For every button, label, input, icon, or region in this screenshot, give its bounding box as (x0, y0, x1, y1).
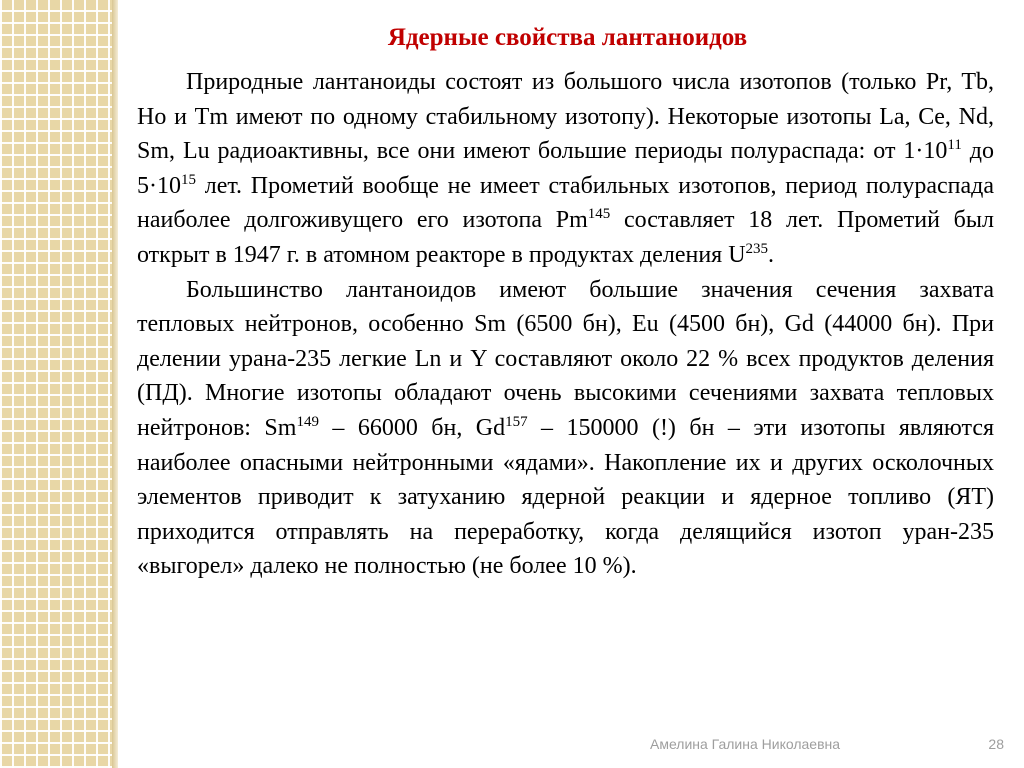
p2-text-2: – 66000 бн, Gd (318, 414, 506, 441)
p1-sup-3: 145 (587, 206, 611, 223)
p1-text-2: до 5·10 (137, 138, 994, 199)
p1-sup-1: 11 (947, 137, 962, 154)
p2-sup-1: 149 (296, 413, 319, 430)
paragraph-1 (137, 65, 994, 273)
p1-sup-2: 15 (181, 171, 196, 188)
p2-text-1: Большинство лантаноидов имеют большие значения сечения захвата тепловых нейтронов, особенно Sm (6500 бн), Eu (4500 бн), Gd (44000 бн). При делении урана-235 легкие Ln и Y составляют около 22 % всех продуктов деления (ПД). Многие изотопы обладают очень высокими сечениями захвата тепловых нейтронов: Sm (137, 276, 994, 441)
slide-title: Ядерные свойства лантаноидов (387, 24, 748, 51)
side-strip-edge (112, 0, 118, 768)
slide-body (137, 65, 994, 584)
paragraph-2 (137, 273, 994, 584)
p2-text-3: – 150000 (!) бн – эти изотопы являются наиболее опасными нейтронными «ядами». Накопление их и других осколочных элементов приводит к затуханию ядерной реакции и ядерное топливо (ЯТ) приходится отправлять на переработку, когда делящийся изотоп уран-235 «выгорел» далеко не полностью (не более 10 %). (137, 414, 995, 580)
p1-sup-4: 235 (745, 240, 769, 257)
p1-text-4: составляет 18 лет. Прометий был открыт в 1947 г. в атомном реакторе в продуктах деления U (137, 207, 994, 268)
page-number: 28 (988, 736, 1004, 752)
p1-text-3: лет. Прометий вообще не имеет стабильных изотопов, период полураспада наиболее долгоживущего его изотопа Pm (137, 172, 994, 234)
footer-author: Амелина Галина Николаевна (650, 736, 841, 752)
p2-sup-2: 157 (505, 413, 528, 430)
p1-text-1: Природные лантаноиды состоят из большого числа изотопов (только Pr, Tb, Ho и Tm имеют по одному стабильному изотопу). Некоторые изотопы La, Ce, Nd, Sm, Lu радиоактивны, все они имеют большие периоды полураспада: от 1·10 (137, 69, 995, 165)
p1-text-5: . (768, 241, 775, 268)
decorative-side-strip (0, 0, 112, 768)
